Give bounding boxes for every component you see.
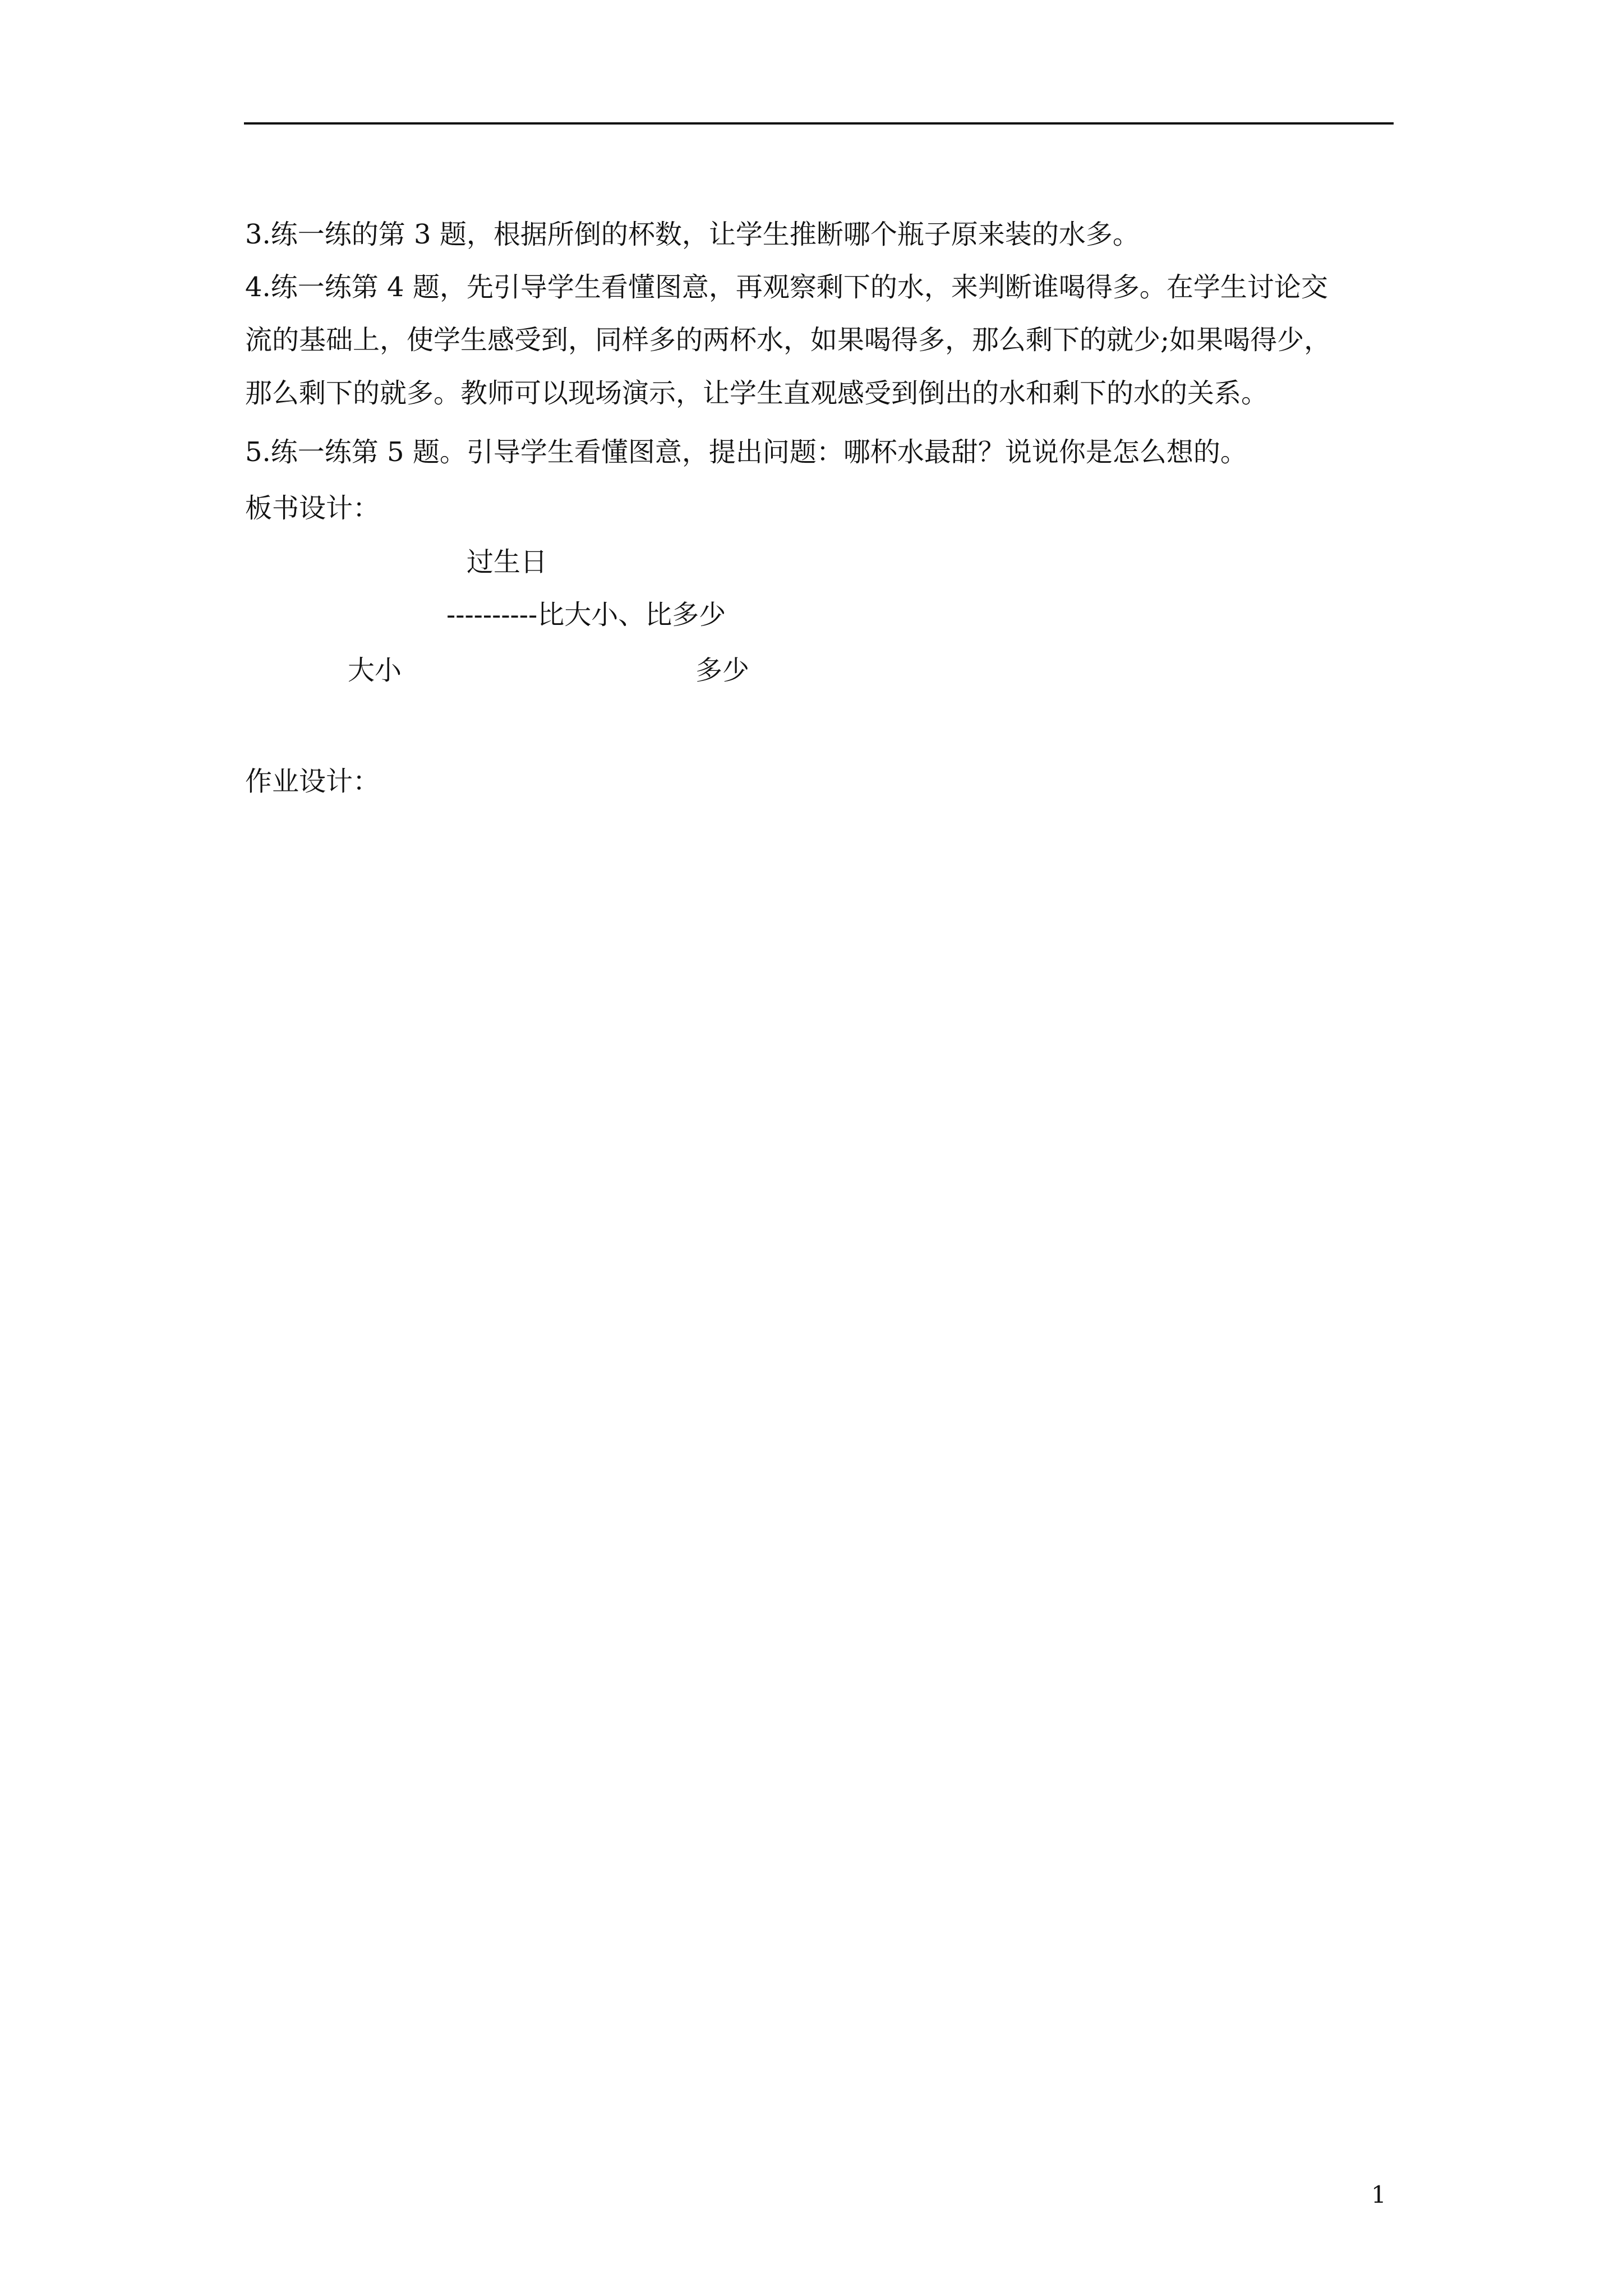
header-rule xyxy=(244,122,1394,125)
homework-design-heading: 作业设计： xyxy=(245,766,380,797)
paragraph-exercise-4-line-2: 流的基础上，使学生感受到，同样多的两杯水，如果喝得多，那么剩下的就少;如果喝得少， xyxy=(245,324,1331,356)
paragraph-exercise-5: 5.练一练第 5 题。引导学生看懂图意，提出问题：哪杯水最甜？说说你是怎么想的。 xyxy=(245,436,1247,468)
board-right-label: 多少 xyxy=(695,655,750,686)
board-left-label: 大小 xyxy=(348,655,402,686)
board-subtitle: ----------比大小、比多少 xyxy=(446,599,726,631)
paragraph-exercise-3: 3.练一练的第 3 题，根据所倒的杯数，让学生推断哪个瓶子原来装的水多。 xyxy=(245,219,1140,250)
board-title: 过生日 xyxy=(467,546,548,578)
paragraph-exercise-4-line-1: 4.练一练第 4 题，先引导学生看懂图意，再观察剩下的水，来判断谁喝得多。在学生讨论交 xyxy=(245,272,1328,303)
page-number: 1 xyxy=(1371,2181,1386,2208)
paragraph-exercise-4-line-3: 那么剩下的就多。教师可以现场演示，让学生直观感受到倒出的水和剩下的水的关系。 xyxy=(245,378,1269,409)
board-design-heading: 板书设计： xyxy=(245,493,380,524)
